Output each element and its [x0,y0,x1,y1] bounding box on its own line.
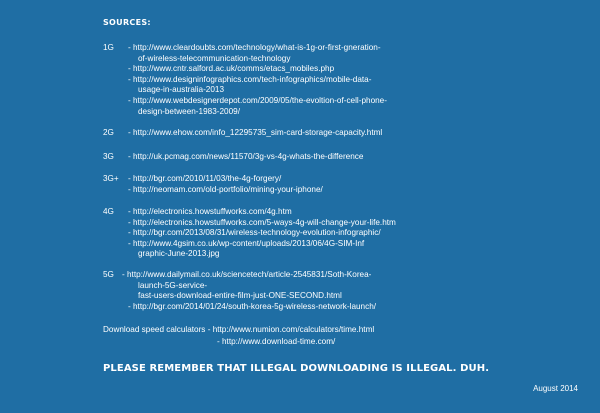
source-link[interactable]: - http://bgr.com/2014/01/24/south-korea-5g-wireless-network-launch/ [128,301,377,311]
source-link[interactable]: - http://bgr.com/2013/08/31/wireless-technology-evolution-infographic/ [128,228,381,238]
calculators-section [103,324,374,347]
source-link-cont[interactable]: graphic-June-2013.jpg [138,249,220,259]
calculator-link[interactable]: - http://www.numion.com/calculators/time.html [207,325,375,334]
section-label: 4G [103,207,114,216]
source-link[interactable]: - http://www.designinfographics.com/tech-infographics/mobile-data- [128,74,372,84]
source-link[interactable]: - http://neomam.com/old-portfolio/mining-your-iphone/ [128,184,323,194]
source-link-cont[interactable]: fast-users-download-entire-film-just-ONE-SECOND.html [138,291,342,301]
section-label: 5G [103,270,114,279]
source-link[interactable]: - http://www.4gsim.co.uk/wp-content/uploads/2013/06/4G-SIM-Inf [128,238,365,248]
source-link-cont[interactable]: launch-5G-service- [138,280,208,290]
source-link[interactable]: - http://www.ehow.com/info_12295735_sim-card-storage-capacity.html [128,128,383,137]
source-link[interactable]: - http://www.dailymail.co.uk/sciencetech/article-2545831/Soth-Korea- [122,270,372,279]
sources-heading: SOURCES: [103,18,151,27]
calculator-link[interactable]: - http://www.download-time.com/ [217,336,336,346]
section-label: 2G [103,128,114,137]
date-label: August 2014 [533,384,578,393]
source-link[interactable]: - http://www.cntr.salford.ac.uk/comms/etacs_mobiles.php [128,64,335,74]
source-link[interactable]: - http://electronics.howstuffworks.com/5-ways-4g-will-change-your-life.htm [128,217,396,227]
source-link-cont[interactable]: usage-in-australia-2013 [138,85,225,95]
section-label: 1G [103,43,114,52]
source-link[interactable]: - http://www.cleardoubts.com/technology/what-is-1g-or-first-gneration- [128,43,381,52]
footer-disclaimer: PLEASE REMEMBER THAT ILLEGAL DOWNLOADING IS ILLEGAL. DUH. [103,363,490,374]
source-link[interactable]: - http://bgr.com/2010/11/03/the-4g-forgery/ [128,174,282,183]
section-label: 3G [103,152,114,161]
source-link[interactable]: - http://www.webdesignerdepot.com/2009/05/the-evoltion-of-cell-phone- [128,95,387,105]
source-link[interactable]: - http://uk.pcmag.com/news/11570/3g-vs-4g-whats-the-difference [128,152,364,161]
source-link[interactable]: - http://electronics.howstuffworks.com/4g.htm [128,207,292,216]
source-link-cont[interactable]: design-between-1983-2009/ [138,106,240,116]
source-link-cont[interactable]: of-wireless-telecommunication-technology [138,53,291,63]
section-label: 3G+ [103,174,119,183]
calculators-label: Download speed calculators [103,325,206,334]
